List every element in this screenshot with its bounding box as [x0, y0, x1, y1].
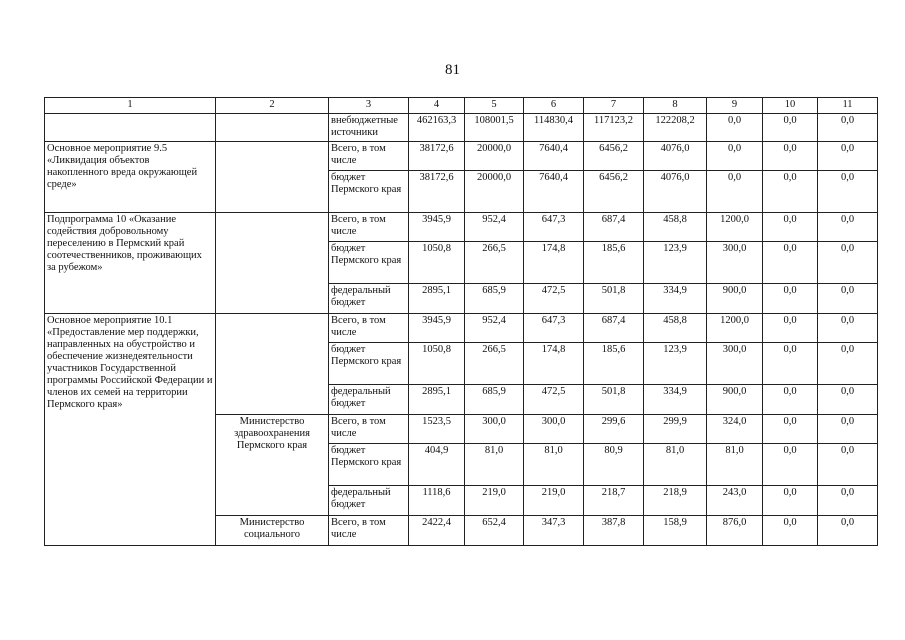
value-cell: 218,9 — [644, 486, 707, 516]
value-cell: 219,0 — [524, 486, 584, 516]
value-cell: 81,0 — [465, 444, 524, 486]
value-cell: 300,0 — [465, 415, 524, 444]
table-row — [45, 114, 878, 142]
value-cell: 1118,6 — [409, 486, 465, 516]
value-cell: 876,0 — [707, 516, 763, 546]
value-cell: 0,0 — [763, 385, 818, 415]
value-cell: 0,0 — [818, 171, 878, 213]
value-cell: 0,0 — [818, 314, 878, 343]
value-cell: 38172,6 — [409, 142, 465, 171]
value-cell: 266,5 — [465, 242, 524, 284]
value-cell: 501,8 — [584, 385, 644, 415]
value-cell: 299,6 — [584, 415, 644, 444]
column-header: 6 — [524, 98, 584, 114]
value-cell: 458,8 — [644, 314, 707, 343]
value-cell: 1050,8 — [409, 242, 465, 284]
value-cell: 0,0 — [763, 284, 818, 314]
column-header: 8 — [644, 98, 707, 114]
value-cell: 185,6 — [584, 242, 644, 284]
value-cell: 6456,2 — [584, 171, 644, 213]
column-header: 2 — [216, 98, 329, 114]
source-cell: бюджет Пермского края — [329, 343, 409, 385]
value-cell: 0,0 — [818, 242, 878, 284]
value-cell: 687,4 — [584, 213, 644, 242]
value-cell: 952,4 — [465, 314, 524, 343]
column-header: 9 — [707, 98, 763, 114]
value-cell: 0,0 — [763, 142, 818, 171]
value-cell: 38172,6 — [409, 171, 465, 213]
value-cell: 472,5 — [524, 284, 584, 314]
value-cell: 3945,9 — [409, 213, 465, 242]
value-cell: 20000,0 — [465, 142, 524, 171]
value-cell: 266,5 — [465, 343, 524, 385]
column-header: 11 — [818, 98, 878, 114]
value-cell: 7640,4 — [524, 142, 584, 171]
value-cell: 685,9 — [465, 385, 524, 415]
source-cell: Всего, в том числе — [329, 415, 409, 444]
source-cell: Всего, в том числе — [329, 314, 409, 343]
value-cell: 4076,0 — [644, 142, 707, 171]
value-cell: 324,0 — [707, 415, 763, 444]
value-cell: 174,8 — [524, 242, 584, 284]
source-cell: бюджет Пермского края — [329, 444, 409, 486]
activity-cell: Подпрограмма 10 «Оказание содействия добровольному переселению в Пермский край соотечественников, проживающих за рубежом» — [45, 213, 216, 314]
value-cell: 0,0 — [707, 114, 763, 142]
value-cell: 1523,5 — [409, 415, 465, 444]
value-cell: 0,0 — [763, 213, 818, 242]
value-cell: 462163,3 — [409, 114, 465, 142]
value-cell: 7640,4 — [524, 171, 584, 213]
value-cell: 219,0 — [465, 486, 524, 516]
column-header: 5 — [465, 98, 524, 114]
column-header: 1 — [45, 98, 216, 114]
value-cell: 2895,1 — [409, 284, 465, 314]
value-cell: 0,0 — [763, 516, 818, 546]
value-cell: 81,0 — [707, 444, 763, 486]
value-cell: 1050,8 — [409, 343, 465, 385]
value-cell: 0,0 — [818, 385, 878, 415]
value-cell: 458,8 — [644, 213, 707, 242]
value-cell: 20000,0 — [465, 171, 524, 213]
source-cell: федеральный бюджет — [329, 486, 409, 516]
budget-table — [44, 97, 878, 546]
executor-cell: Министерство здравоохранения Пермского края — [216, 415, 329, 516]
value-cell: 0,0 — [707, 142, 763, 171]
executor-cell: Министерство социального — [216, 516, 329, 546]
value-cell: 900,0 — [707, 284, 763, 314]
value-cell: 300,0 — [707, 242, 763, 284]
value-cell: 0,0 — [818, 516, 878, 546]
value-cell: 0,0 — [818, 142, 878, 171]
value-cell: 0,0 — [763, 415, 818, 444]
column-header: 4 — [409, 98, 465, 114]
value-cell: 0,0 — [763, 486, 818, 516]
value-cell: 900,0 — [707, 385, 763, 415]
value-cell: 387,8 — [584, 516, 644, 546]
value-cell: 3945,9 — [409, 314, 465, 343]
executor-cell — [216, 114, 329, 142]
value-cell: 0,0 — [763, 171, 818, 213]
value-cell: 0,0 — [818, 444, 878, 486]
value-cell: 299,9 — [644, 415, 707, 444]
value-cell: 114830,4 — [524, 114, 584, 142]
activity-cell — [45, 114, 216, 142]
value-cell: 80,9 — [584, 444, 644, 486]
source-cell: бюджет Пермского края — [329, 242, 409, 284]
value-cell: 647,3 — [524, 213, 584, 242]
value-cell: 122208,2 — [644, 114, 707, 142]
activity-cell: Основное мероприятие 10.1 «Предоставление мер поддержки, направленных на обустройство и обеспечение жизнедеятельности участников Государственной программы Российской Федерации и членов их семей на территории Пермского края» — [45, 314, 216, 546]
value-cell: 687,4 — [584, 314, 644, 343]
value-cell: 0,0 — [818, 114, 878, 142]
value-cell: 243,0 — [707, 486, 763, 516]
value-cell: 685,9 — [465, 284, 524, 314]
value-cell: 347,3 — [524, 516, 584, 546]
value-cell: 81,0 — [644, 444, 707, 486]
value-cell: 1200,0 — [707, 213, 763, 242]
column-header: 10 — [763, 98, 818, 114]
value-cell: 1200,0 — [707, 314, 763, 343]
source-cell: Всего, в том числе — [329, 213, 409, 242]
value-cell: 158,9 — [644, 516, 707, 546]
value-cell: 4076,0 — [644, 171, 707, 213]
value-cell: 0,0 — [818, 343, 878, 385]
activity-cell: Основное мероприятие 9.5 «Ликвидация объектов накопленного вреда окружающей среде» — [45, 142, 216, 213]
column-header: 3 — [329, 98, 409, 114]
value-cell: 501,8 — [584, 284, 644, 314]
value-cell: 0,0 — [763, 444, 818, 486]
value-cell: 334,9 — [644, 284, 707, 314]
value-cell: 174,8 — [524, 343, 584, 385]
source-cell: федеральный бюджет — [329, 284, 409, 314]
value-cell: 6456,2 — [584, 142, 644, 171]
source-cell: федеральный бюджет — [329, 385, 409, 415]
value-cell: 0,0 — [763, 314, 818, 343]
header-row — [45, 98, 878, 114]
value-cell: 2422,4 — [409, 516, 465, 546]
value-cell: 123,9 — [644, 343, 707, 385]
value-cell: 218,7 — [584, 486, 644, 516]
value-cell: 185,6 — [584, 343, 644, 385]
executor-cell — [216, 142, 329, 213]
value-cell: 300,0 — [524, 415, 584, 444]
value-cell: 334,9 — [644, 385, 707, 415]
value-cell: 0,0 — [818, 415, 878, 444]
executor-cell — [216, 314, 329, 415]
value-cell: 647,3 — [524, 314, 584, 343]
value-cell: 0,0 — [763, 343, 818, 385]
value-cell: 0,0 — [818, 213, 878, 242]
value-cell: 0,0 — [763, 114, 818, 142]
source-cell: Всего, в том числе — [329, 516, 409, 546]
value-cell: 0,0 — [707, 171, 763, 213]
value-cell: 952,4 — [465, 213, 524, 242]
value-cell: 81,0 — [524, 444, 584, 486]
value-cell: 472,5 — [524, 385, 584, 415]
value-cell: 0,0 — [818, 486, 878, 516]
value-cell: 300,0 — [707, 343, 763, 385]
value-cell: 117123,2 — [584, 114, 644, 142]
table-row — [45, 213, 878, 242]
table-row — [45, 142, 878, 171]
column-header: 7 — [584, 98, 644, 114]
value-cell: 404,9 — [409, 444, 465, 486]
source-cell: бюджет Пермского края — [329, 171, 409, 213]
value-cell: 0,0 — [818, 284, 878, 314]
value-cell: 2895,1 — [409, 385, 465, 415]
value-cell: 108001,5 — [465, 114, 524, 142]
executor-cell — [216, 213, 329, 314]
source-cell: Всего, в том числе — [329, 142, 409, 171]
source-cell: внебюджетные источники — [329, 114, 409, 142]
value-cell: 123,9 — [644, 242, 707, 284]
value-cell: 652,4 — [465, 516, 524, 546]
page-number: 81 — [445, 62, 460, 78]
table-row — [45, 314, 878, 343]
value-cell: 0,0 — [763, 242, 818, 284]
